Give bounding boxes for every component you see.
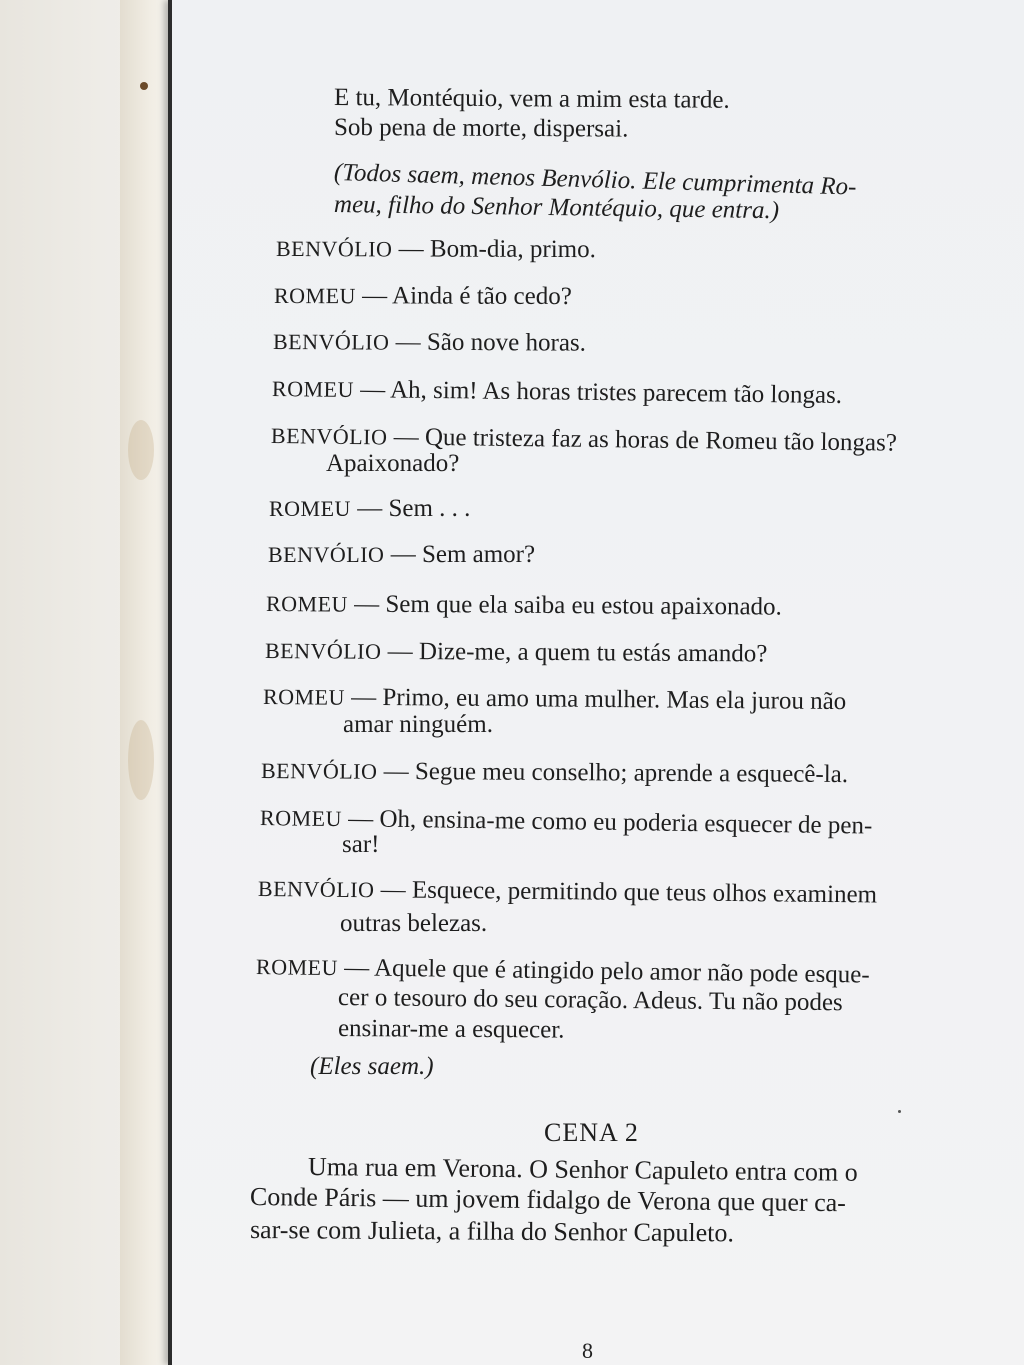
dialogue-text: — Dize-me, a quem tu estás amando?: [387, 637, 768, 668]
speaker-name: BENVÓLIO: [270, 423, 388, 450]
dialogue-text: — Sem amor?: [390, 541, 536, 568]
dialogue-line: [269, 494, 470, 524]
speaker-name: BENVÓLIO: [272, 329, 390, 355]
verse-line: E tu, Montéquio, vem a mim esta tarde.: [333, 84, 730, 114]
speaker-name: BENVÓLIO: [257, 876, 375, 903]
previous-page-edge: [120, 0, 168, 1365]
dialogue-text: — Esquece, permitindo que teus olhos examinem: [380, 876, 878, 909]
dialogue-text: — Sem . . .: [357, 495, 471, 522]
speaker-name: ROMEU: [259, 805, 343, 832]
dialogue-text: — Ah, sim! As horas tristes parecem tão longas.: [360, 376, 843, 409]
dialogue-line: [265, 636, 768, 670]
dialogue-continuation: Apaixonado?: [326, 450, 460, 477]
dialogue-line: [266, 589, 782, 623]
speaker-name: ROMEU: [273, 283, 356, 309]
dialogue-text: — Segue meu conselho; aprende a esquecê-la.: [383, 757, 849, 789]
dialogue-line: [261, 756, 848, 790]
dialogue-line: [276, 234, 596, 265]
dialogue-text: — São nove horas.: [395, 328, 587, 357]
stage-direction: (Eles saem.): [310, 1053, 434, 1080]
speaker-name: ROMEU: [265, 591, 349, 617]
speaker-name: BENVÓLIO: [268, 542, 385, 567]
dialogue-line: [274, 281, 572, 312]
dialogue-continuation: sar!: [342, 831, 380, 858]
dialogue-text: — Oh, ensina-me como eu poderia esquecer de pen-: [348, 805, 873, 840]
dialogue-line: [272, 374, 842, 411]
stage-direction: meu, filho do Senhor Montéquio, que entra.): [333, 191, 780, 225]
scene-heading: CENA 2: [544, 1118, 639, 1147]
scene-description-line: Uma rua em Verona. O Senhor Capuleto entra com o: [307, 1152, 858, 1187]
dialogue-line: [268, 540, 535, 570]
speaker-name: BENVÓLIO: [264, 638, 382, 664]
ink-speck: [898, 1110, 901, 1113]
book-page: [168, 0, 1024, 1365]
dialogue-continuation: cer o tesouro do seu coração. Adeus. Tu não podes: [337, 984, 843, 1017]
dialogue-text: — Primo, eu amo uma mulher. Mas ela jurou não: [351, 683, 847, 716]
dialogue-continuation: ensinar-me a esquecer.: [337, 1015, 565, 1044]
dialogue-text: — Aquele que é atingido pelo amor não pode esque-: [344, 954, 870, 989]
dialogue-continuation: amar ninguém.: [343, 711, 493, 738]
speaker-name: BENVÓLIO: [275, 236, 393, 262]
speaker-name: BENVÓLIO: [260, 758, 378, 784]
stage-direction: (Todos saem, menos Benvólio. Ele cumprimenta Ro-: [333, 159, 857, 201]
dialogue-line: [273, 327, 586, 359]
speaker-name: ROMEU: [269, 496, 351, 521]
page-stain: [128, 720, 154, 800]
dialogue-line: [258, 874, 877, 910]
page-stain: [128, 420, 154, 480]
page-number: 8: [582, 1338, 593, 1363]
dialogue-text: — Que tristeza faz as horas de Romeu tão longas?: [393, 423, 898, 457]
speaker-name: ROMEU: [271, 376, 355, 403]
dialogue-text: — Sem que ela saiba eu estou apaixonado.: [354, 590, 782, 621]
dialogue-continuation: outras belezas.: [340, 910, 488, 937]
scene-description-line: sar-se com Julieta, a filha do Senhor Capuleto.: [249, 1215, 735, 1248]
speaker-name: ROMEU: [262, 684, 346, 710]
verse-line: Sob pena de morte, dispersai.: [333, 114, 629, 143]
page-spine: [168, 0, 172, 1365]
dialogue-text: — Ainda é tão cedo?: [362, 282, 572, 311]
dirt-mark: [140, 82, 148, 90]
dialogue-text: — Bom-dia, primo.: [398, 235, 596, 264]
page-text: [168, 0, 1024, 1365]
scene-description-line: Conde Páris — um jovem fidalgo de Verona que quer ca-: [249, 1182, 847, 1218]
speaker-name: ROMEU: [255, 954, 339, 981]
